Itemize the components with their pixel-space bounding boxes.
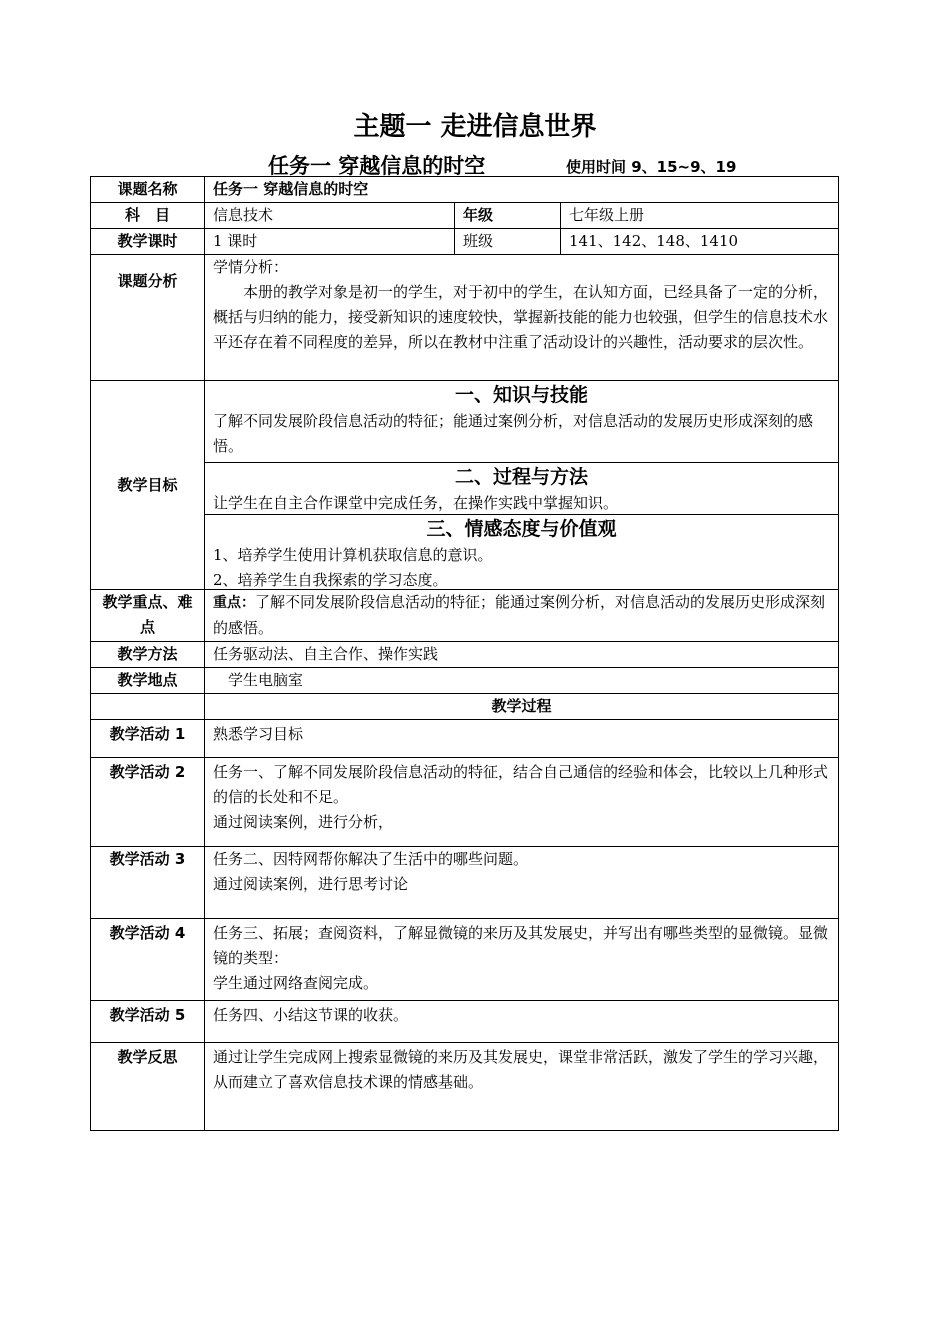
key-points-text: 了解不同发展阶段信息活动的特征；能通过案例分析，对信息活动的发展历史形成深刻的感悟。 — [213, 593, 826, 637]
activity-3-label: 教学活动 3 — [91, 847, 205, 919]
activity-row-1 — [91, 720, 839, 758]
goals-label: 教学目标 — [91, 381, 205, 590]
process-head-row — [91, 694, 839, 720]
subject-value: 信息技术 — [205, 203, 455, 229]
key-points-label: 教学重点、难点 — [91, 590, 205, 642]
key-points-cell — [205, 590, 839, 642]
goal-knowledge-text: 了解不同发展阶段信息活动的特征；能通过案例分析，对信息活动的发展历史形成深刻的感悟。 — [213, 412, 814, 455]
activity-4-label: 教学活动 4 — [91, 919, 205, 1001]
activity-1-label: 教学活动 1 — [91, 720, 205, 758]
activity-row-4 — [91, 919, 839, 1001]
activity-5-label: 教学活动 5 — [91, 1001, 205, 1043]
activity-2-cell — [205, 758, 839, 847]
activity-2-line-2: 通过阅读案例，进行分析， — [213, 813, 394, 831]
analysis-cell — [205, 255, 839, 381]
goal-attitude — [205, 514, 838, 589]
location-row — [91, 668, 839, 694]
grade-label: 年级 — [455, 203, 561, 229]
subject-label: 科 目 — [91, 203, 205, 229]
activity-3-line-2: 通过阅读案例，进行思考讨论 — [213, 875, 409, 893]
key-points-row — [91, 590, 839, 642]
goal-process-head: 二、过程与方法 — [455, 466, 589, 488]
activity-row-3 — [91, 847, 839, 919]
process-head-empty — [91, 694, 205, 720]
goal-attitude-line-1: 1、培养学生使用计算机获取信息的意识。 — [213, 546, 493, 564]
goals-row — [91, 381, 839, 590]
hours-row — [91, 229, 839, 255]
goal-knowledge-head: 一、知识与技能 — [455, 384, 589, 406]
subject-row — [91, 203, 839, 229]
activity-5-text: 任务四、小结这节课的收获。 — [205, 1001, 839, 1043]
goal-knowledge — [205, 381, 838, 462]
grade-value: 七年级上册 — [561, 203, 839, 229]
method-value: 任务驱动法、自主合作、操作实践 — [205, 642, 839, 668]
method-row — [91, 642, 839, 668]
analysis-heading: 学情分析： — [213, 258, 289, 276]
activity-row-2 — [91, 758, 839, 847]
activity-1-text: 熟悉学习目标 — [205, 720, 839, 758]
analysis-text: 本册的教学对象是初一的学生，对于初中的学生，在认知方面，已经具备了一定的分析，概括与归纳的能力，接受新知识的速度较快，掌握新技能的能力也较强，但学生的信息技术水平还存在着不同程度的差异，所以在教材中注重了活动设计的兴趣性，活动要求的层次性。 — [213, 283, 829, 351]
activity-3-cell — [205, 847, 839, 919]
analysis-row — [91, 255, 839, 381]
reflection-text: 通过让学生完成网上搜索显微镜的来历及其发展史，课堂非常活跃，激发了学生的学习兴趣，从而建立了喜欢信息技术课的情感基础。 — [205, 1043, 839, 1131]
reflection-label: 教学反思 — [91, 1043, 205, 1131]
analysis-label: 课题分析 — [91, 255, 205, 381]
activity-row-5 — [91, 1001, 839, 1043]
goals-cell — [205, 381, 839, 590]
process-head: 教学过程 — [205, 694, 839, 720]
activity-2-label: 教学活动 2 — [91, 758, 205, 847]
goal-attitude-head: 三、情感态度与价值观 — [426, 518, 617, 540]
goal-process-text: 让学生在自主合作课堂中完成任务，在操作实践中掌握知识。 — [213, 494, 619, 512]
activity-4-line-1: 任务三、拓展；查阅资料，了解显微镜的来历及其发展史，并写出有哪些类型的显微镜。显微镜的类型： — [213, 924, 829, 967]
activity-3-line-1: 任务二、因特网帮你解决了生活中的哪些问题。 — [213, 850, 529, 868]
topic-value: 任务一 穿越信息的时空 — [205, 177, 839, 203]
lesson-plan-table — [90, 176, 839, 1131]
hours-label: 教学课时 — [91, 229, 205, 255]
activity-2-line-1: 任务一、了解不同发展阶段信息活动的特征，结合自己通信的经验和体会，比较以上几种形式的信的长处和不足。 — [213, 763, 829, 806]
class-label: 班级 — [455, 229, 561, 255]
lesson-subtitle: 任务一 穿越信息的时空 — [268, 154, 486, 178]
goal-attitude-line-2: 2、培养学生自我探索的学习态度。 — [213, 571, 448, 589]
usage-time: 使用时间 9、15~9、19 — [566, 158, 737, 176]
key-points-bold: 重点： — [213, 595, 255, 611]
hours-value: 1 课时 — [205, 229, 455, 255]
method-label: 教学方法 — [91, 642, 205, 668]
reflection-row — [91, 1043, 839, 1131]
topic-row — [91, 177, 839, 203]
activity-4-line-2: 学生通过网络查阅完成。 — [213, 974, 379, 992]
class-value: 141、142、148、1410 — [561, 229, 839, 255]
activity-4-cell — [205, 919, 839, 1001]
document-title: 主题一 走进信息世界 — [353, 112, 597, 142]
location-value: 学生电脑室 — [205, 668, 839, 694]
goal-process — [205, 462, 838, 514]
location-label: 教学地点 — [91, 668, 205, 694]
subtitle-row — [0, 150, 950, 176]
topic-label: 课题名称 — [91, 177, 205, 203]
